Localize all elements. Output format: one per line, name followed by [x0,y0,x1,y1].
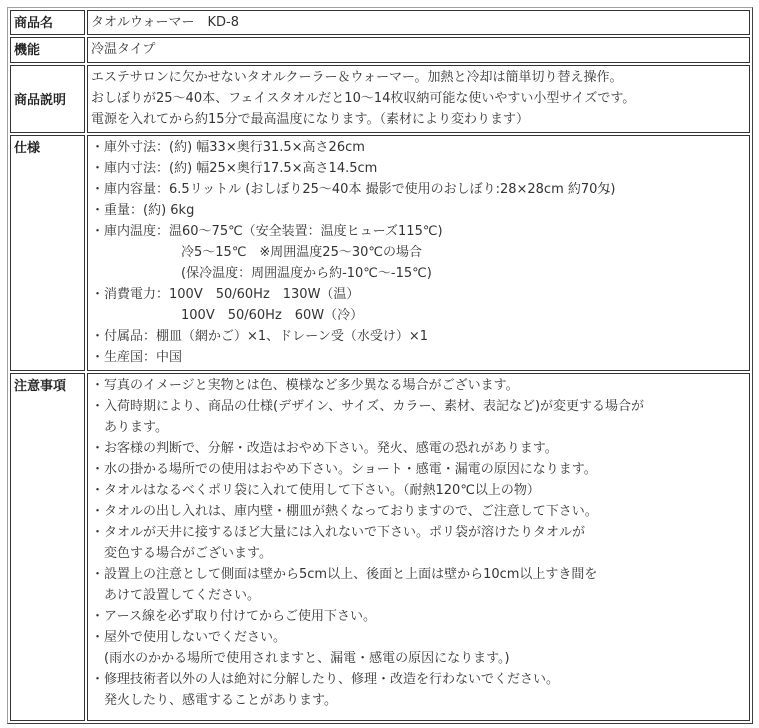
row-notes [10,373,750,721]
value-description [87,65,750,133]
note-line: ・設置上の注意として側面は壁から5cm以上、後面と上面は壁から10cm以上すき間を [91,567,598,582]
spec-line-temperature-keep-cold: (保冷温度：周囲温度から約-10℃～-15℃) [181,266,432,281]
note-line-continued: (雨水のかかる場所で使用されますと、漏電・感電の原因になります。) [104,651,510,666]
note-line: ・水の掛かる場所での使用はおやめ下さい。ショート・感電・漏電の原因になります。 [91,462,597,477]
row-function [10,37,750,63]
label-description: 商品説明 [10,65,85,133]
spec-line-power-cold: 100V 50/60Hz 60W（冷） [181,308,364,323]
note-line: ・タオルの出し入れは、庫内壁・棚皿が熱くなっておりますので、ご注意して下さい。 [91,504,598,519]
description-line: エステサロンに欠かせないタオルクーラー＆ウォーマー。加熱と冷却は簡単切り替え操作。 [91,70,623,85]
spec-line-capacity: ・庫内容量：6.5リットル (おしぼり25～40本 撮影で使用のおしぼり:28×28cm 約70匁) [91,182,616,197]
row-product-name [10,10,750,35]
label-specs: 仕様 [10,135,85,371]
product-spec-table [7,7,753,724]
spec-line-temperature: ・庫内温度：温60～75℃（安全装置：温度ヒューズ115℃) [91,224,443,239]
label-product-name: 商品名 [10,10,85,35]
note-line: ・屋外で使用しないでください。 [91,630,287,645]
note-line: ・タオルはなるべくポリ袋に入れて使用して下さい。（耐熱120℃以上の物） [91,483,540,498]
description-line: 電源を入れてから約15分で最高温度になります。（素材により変わります） [91,112,530,127]
spec-line-power: ・消費電力：100V 50/60Hz 130W（温） [91,287,360,302]
description-line: おしぼりが25～40本、フェイスタオルだと10～14枚収納可能な使いやすい小型サイズです。 [91,91,636,106]
note-line: ・写真のイメージと実物とは色、模様など多少異なる場合がございます。 [91,378,519,393]
note-line-continued: あけて設置してください。 [104,588,261,603]
spec-line-accessories: ・付属品：棚皿（網かご）×1、ドレーン受（水受け）×1 [91,329,429,344]
spec-line-outer-dimensions: ・庫外寸法：(約) 幅33×奥行31.5×高さ26cm [91,140,365,155]
note-line: ・タオルが天井に接するほど大量には入れないで下さい。ポリ袋が溶けたりタオルが [91,525,586,540]
spec-line-weight: ・重量：(約) 6kg [91,203,195,218]
note-line-continued: 変色する場合がございます。 [104,546,272,561]
row-specs [10,135,750,371]
value-notes [87,373,750,721]
value-function: 冷温タイプ [87,37,750,63]
row-description [10,65,750,133]
note-line-continued: 発火したり、感電することがあります。 [104,693,337,708]
spec-line-origin: ・生産国：中国 [91,350,183,365]
note-line: ・修理技術者以外の人は絶対に分解したり、修理・改造を行わないでください。 [91,672,560,687]
note-line-continued: あります。 [104,420,168,435]
value-specs [87,135,750,371]
value-product-name: タオルウォーマー KD-8 [87,10,750,35]
note-line: ・入荷時期により、商品の仕様(デザイン、サイズ、カラー、素材、表記など)が変更する場合が [91,399,645,414]
label-notes: 注意事項 [10,373,85,721]
note-line: ・お客様の判断で、分解・改造はおやめ下さい。発火、感電の恐れがあります。 [91,441,558,456]
spec-line-inner-dimensions: ・庫内寸法：(約) 幅25×奥行17.5×高さ14.5cm [91,161,378,176]
spec-line-temperature-cold: 冷5～15℃ ※周囲温度25～30℃の場合 [181,245,422,260]
label-function: 機能 [10,37,85,63]
note-line: ・アース線を必ず取り付けてからご使用下さい。 [91,609,376,624]
